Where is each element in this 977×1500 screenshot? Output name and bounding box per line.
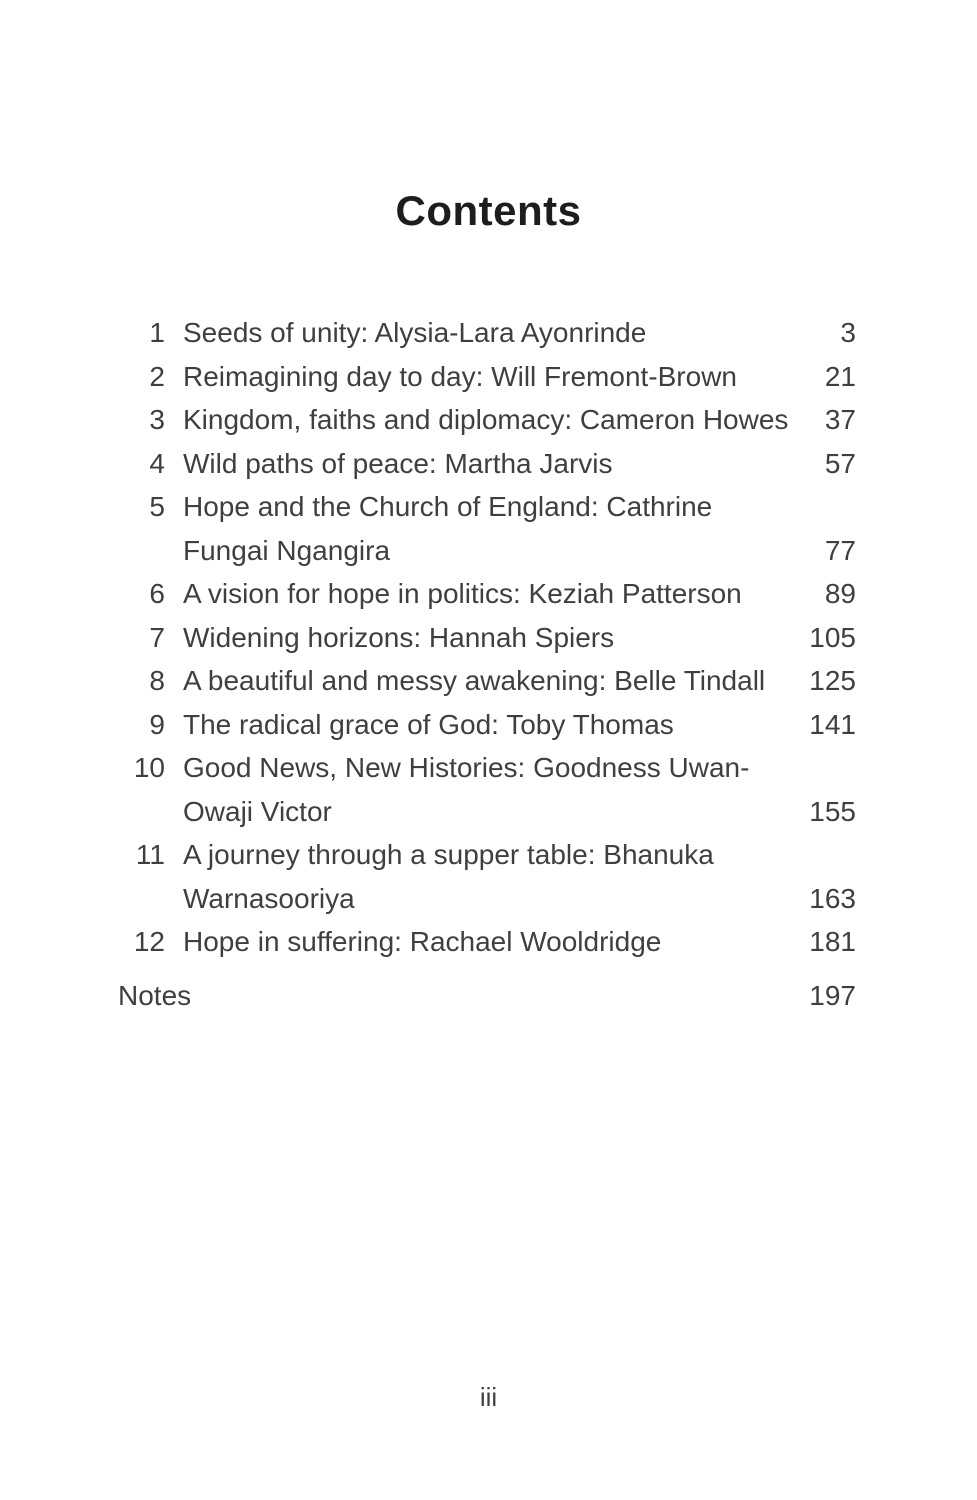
page-title: Contents: [395, 187, 582, 234]
chapter-page-number: 89: [824, 578, 856, 609]
chapter-page-number: 77: [824, 534, 856, 566]
chapter-page-number: 163: [809, 882, 856, 914]
page-folio: iii: [479, 1382, 498, 1412]
backmatter-entry: [118, 974, 856, 1018]
toc-entry: [118, 616, 856, 660]
chapter-page-number: 21: [824, 360, 856, 392]
chapter-number: 4: [149, 447, 165, 479]
chapter-number: 8: [149, 665, 165, 696]
chapter-page-number: 105: [809, 621, 856, 653]
toc-entry: [118, 442, 856, 486]
toc-entry: [118, 398, 856, 442]
chapter-title: A beautiful and messy awakening: Belle Tindall: [183, 665, 766, 696]
chapter-page-number: 57: [824, 447, 856, 479]
backmatter-page-number: 197: [809, 979, 856, 1011]
chapter-number: 11: [135, 839, 165, 870]
chapter-title: Hope and the Church of England: Cathrine Fungai Ngangira: [183, 491, 713, 566]
chapter-page-number: 155: [809, 795, 856, 827]
toc-entry: [118, 920, 856, 964]
toc-entry: [118, 703, 856, 747]
toc-entry: [118, 485, 856, 572]
table-of-contents: [118, 311, 856, 1017]
chapter-title: Kingdom, faiths and diplomacy: Cameron Howes: [183, 404, 789, 435]
chapter-title: Wild paths of peace: Martha Jarvis: [183, 447, 613, 479]
chapter-number: 1: [149, 317, 165, 348]
chapter-title: A journey through a supper table: Bhanuka Warnasooriya: [183, 839, 714, 914]
toc-entry: [118, 659, 856, 703]
chapter-title: A vision for hope in politics: Keziah Patterson: [183, 578, 742, 609]
chapter-title: Good News, New Histories: Goodness Uwan- Owaji Victor: [183, 752, 750, 827]
chapter-title: Reimagining day to day: Will Fremont-Brown: [183, 360, 737, 392]
chapter-page-number: 3: [840, 317, 856, 348]
chapter-number: 5: [149, 491, 165, 522]
chapter-title: The radical grace of God: Toby Thomas: [183, 708, 674, 740]
chapter-page-number: 141: [809, 708, 856, 740]
chapter-number: 3: [149, 404, 165, 435]
backmatter-label: Notes: [118, 979, 192, 1011]
chapter-number: 12: [133, 926, 165, 957]
chapter-page-number: 37: [824, 404, 856, 435]
toc-entry: [118, 311, 856, 355]
chapter-title: Widening horizons: Hannah Spiers: [183, 621, 615, 653]
chapter-number: 2: [149, 360, 165, 392]
toc-entry: [118, 572, 856, 616]
chapter-title: Hope in suffering: Rachael Wooldridge: [183, 926, 662, 957]
chapter-page-number: 181: [809, 926, 856, 957]
chapter-number: 10: [133, 752, 165, 783]
toc-entry: [118, 833, 856, 920]
chapter-number: 6: [149, 578, 165, 609]
chapter-number: 9: [149, 708, 165, 740]
toc-entry: [118, 355, 856, 399]
toc-entry: [118, 746, 856, 833]
chapter-page-number: 125: [809, 665, 856, 696]
chapter-title: Seeds of unity: Alysia-Lara Ayonrinde: [183, 317, 647, 348]
chapter-number: 7: [149, 621, 165, 653]
